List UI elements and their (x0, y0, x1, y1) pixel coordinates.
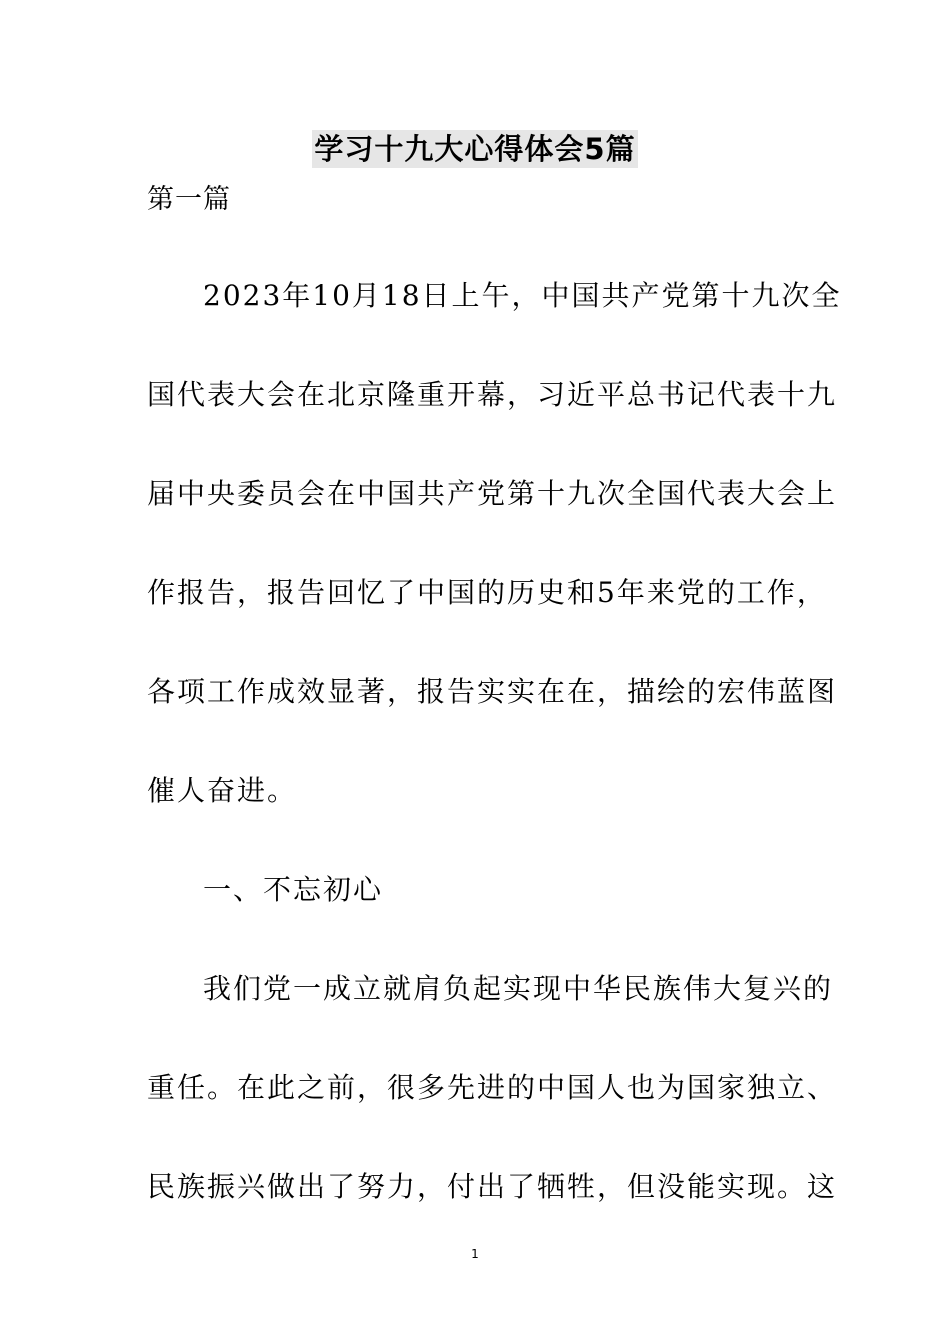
paragraph-line: 重任。在此之前，很多先进的中国人也为国家独立、 (147, 1071, 838, 1104)
paragraph-line: 作报告，报告回忆了中国的历史和5年来党的工作， (147, 576, 827, 609)
section-heading: 一、不忘初心 (203, 873, 384, 906)
title-container (0, 130, 950, 168)
paragraph-2 (147, 939, 838, 1236)
paragraph-line: 民族振兴做出了努力，付出了牺牲，但没能实现。这 (147, 1170, 838, 1203)
paragraph-line: 催人奋进。 (147, 774, 298, 807)
document-title: 学习十九大心得体会5篇 (314, 132, 636, 166)
paragraph-line: 国代表大会在北京隆重开幕，习近平总书记代表十九 (147, 378, 838, 411)
paragraph-line: 届中央委员会在中国共产党第十九次全国代表大会上 (147, 477, 838, 510)
paragraph-line: 我们党一成立就肩负起实现中华民族伟大复兴的 (203, 972, 834, 1005)
section-label: 第一篇 (147, 184, 231, 215)
page-number: 1 (471, 1247, 479, 1261)
paragraph-line: 各项工作成效显著，报告实实在在，描绘的宏伟蓝图 (147, 675, 838, 708)
body-text (147, 246, 842, 1236)
heading-not-forget-original-aspiration (147, 840, 809, 939)
paragraph-line: 2023年10月18日上午，中国共产党第十九次全 (203, 279, 842, 312)
paragraph-1 (147, 246, 842, 840)
